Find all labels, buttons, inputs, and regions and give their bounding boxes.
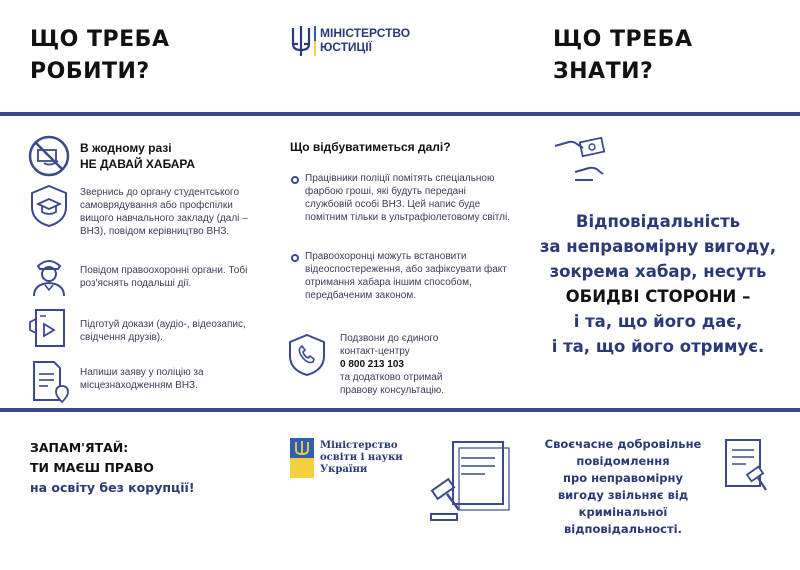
ministry-justice-logo — [290, 24, 430, 64]
contact-center-text: Подзвони до єдиного контакт-центру 0 800 213 103 та додатково отримай правову консультацію. — [340, 332, 510, 397]
police-report-text: Повідом правоохоронні органи. Тобі роз'яснять подальші дії. — [80, 265, 248, 289]
money-exchange-icon — [553, 134, 611, 188]
ministry-education-logo: Міністерство освіти і науки України — [290, 438, 420, 484]
graduation-shield-icon — [26, 183, 72, 229]
coat-of-arms-icon — [290, 438, 314, 478]
bullet-marked-money: Працівники поліції помітять спеціальною фарбою гроші, які будуть передані службовій особі ВНЗ. Цей напис буде помітним тільки в ультрафіолетовому світлі. — [305, 173, 510, 223]
bottom-divider — [0, 408, 800, 412]
phone-shield-icon — [284, 332, 330, 378]
what-next-title: Що відбуватиметься далі? — [290, 140, 451, 154]
no-bribe-icon — [26, 133, 72, 179]
voluntary-report-text: Своєчасне добровільне повідомлення про неправомірну вигоду звільняє від кримінальної відповідальності. — [544, 437, 702, 536]
student-council-text: Звернись до органу студентського самоврядування або профспілки вищого навчального закладу (далі – ВНЗ), повідом керівництво ВНЗ. — [80, 187, 248, 237]
police-officer-icon — [26, 252, 72, 298]
ministry-name-line1: МІНІСТЕРСТВО — [320, 26, 411, 40]
remember-text: ЗАПАМ'ЯТАЙ: ТИ МАЄШ ПРАВО на освіту без корупції! — [30, 440, 195, 495]
bullet-marker — [291, 254, 299, 262]
document-gavel-icon — [718, 438, 772, 494]
ministry-name-line2: ЮСТИЦІЇ — [320, 40, 372, 54]
evidence-media-icon — [26, 306, 72, 352]
responsibility-text: Відповідальність за неправомірну вигоду, зокрема хабар, несуть ОБИДВІ СТОРОНИ – і та, що його дає, і та, що його отримує. — [539, 212, 777, 356]
court-documents-icon — [425, 436, 515, 526]
evidence-text: Підготуй докази (аудіо-, відеозапис, свідчення друзів). — [80, 319, 246, 343]
police-statement-text: Напиши заяву у поліцію за місцезнаходженням ВНЗ. — [80, 367, 204, 391]
no-bribe-text: В жодному разі НЕ ДАВАЙ ХАБАРА — [80, 141, 196, 171]
bullet-video-surveillance: Правоохоронці можуть встановити відеоспостереження, або зафіксувати факт отримання хабара іншим способом, передбаченим законом. — [305, 251, 507, 301]
trident-icon — [290, 24, 312, 58]
bullet-marker — [291, 176, 299, 184]
left-title: ЩО ТРЕБА РОБИТИ? — [30, 27, 170, 84]
right-title: ЩО ТРЕБА ЗНАТИ? — [553, 27, 693, 84]
hotline-number[interactable]: 0 800 213 103 — [340, 359, 404, 370]
top-divider — [0, 112, 800, 116]
document-location-icon — [26, 358, 72, 404]
